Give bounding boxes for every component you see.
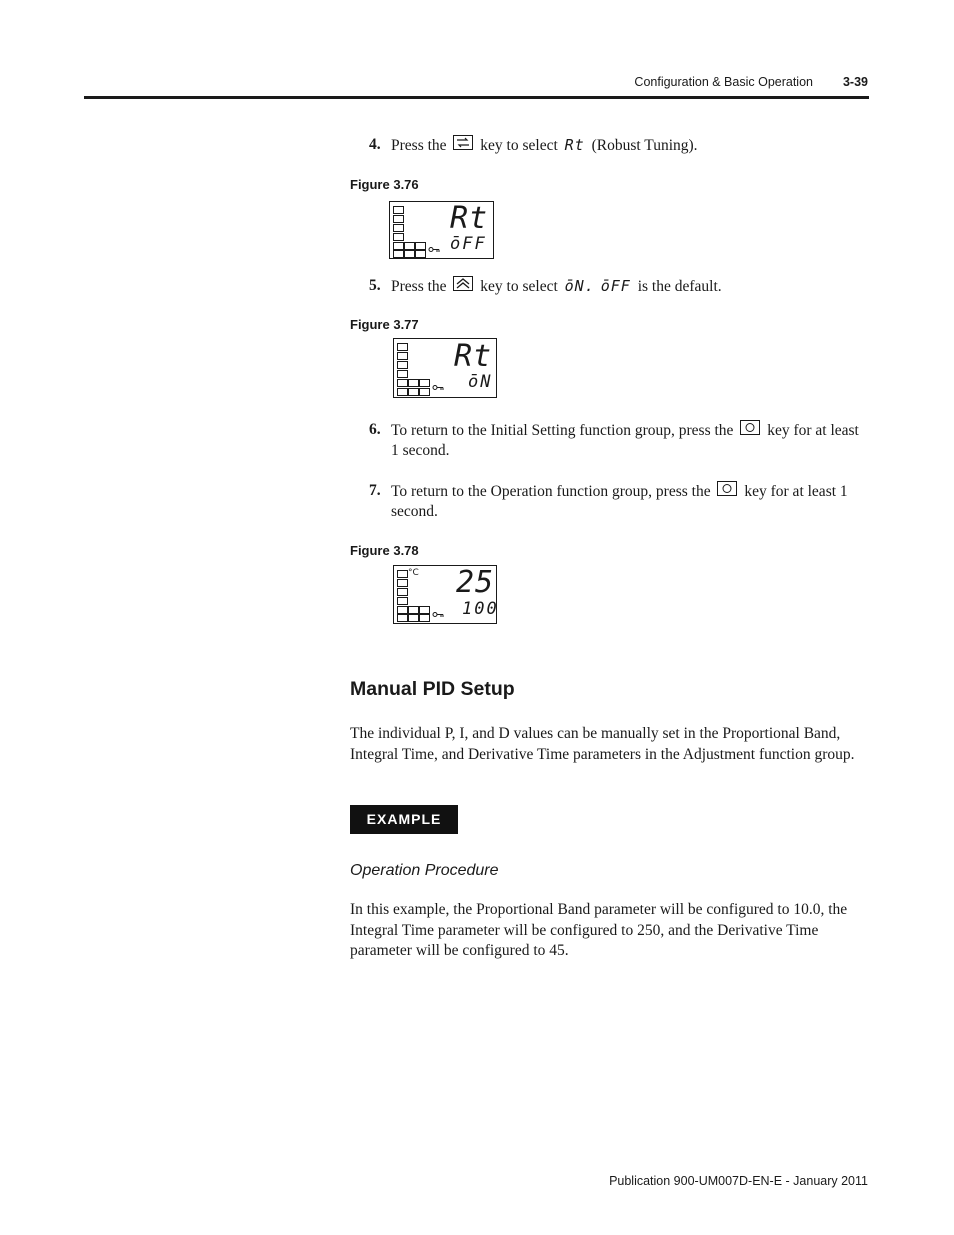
step-text: key to select [476, 137, 562, 154]
step-text: key for at least 1 second. [391, 483, 848, 520]
indicator-led [393, 242, 404, 250]
set-value: 100 [462, 599, 499, 619]
indicator-led [397, 388, 408, 396]
indicator-led [393, 233, 404, 241]
indicator-led [419, 614, 430, 622]
step-6 [369, 420, 869, 461]
step-number: 5. [369, 277, 381, 294]
indicator-led [419, 379, 430, 387]
publication-footer: Publication 900-UM007D-EN-E - January 2011 [609, 1174, 868, 1188]
figure-caption: Figure 3.78 [350, 543, 419, 558]
controller-display [393, 565, 497, 624]
level-key-icon [740, 420, 760, 441]
key-lock-icon [432, 378, 444, 396]
indicator-led [397, 606, 408, 614]
indicator-led [397, 379, 408, 387]
example-paragraph: In this example, the Proportional Band parameter will be configured to 10.0, the Integral Time parameter will be configured to 250, and the Derivative Time parameter will be configured to 45. [350, 901, 848, 959]
up-key-icon [453, 276, 473, 297]
indicator-led [408, 614, 419, 622]
page-number: 3-39 [842, 75, 868, 89]
indicator-led [397, 352, 408, 360]
step-text: Press the [391, 278, 451, 295]
segment-code: Rt [564, 136, 585, 154]
indicator-led [408, 606, 419, 614]
step-number: 6. [369, 421, 381, 438]
indicator-led [393, 250, 404, 258]
key-lock-icon [432, 605, 444, 623]
controller-display [393, 338, 497, 398]
step-text: To return to the Operation function group, press the [391, 483, 715, 500]
running-header-section: Configuration & Basic Operation [634, 75, 813, 89]
indicator-led [397, 588, 408, 596]
process-value: Rt [454, 339, 493, 374]
process-value: Rt [450, 201, 489, 236]
indicator-led [397, 370, 408, 378]
indicator-led [415, 242, 426, 250]
controller-display [389, 201, 494, 259]
step-text: is the default. [633, 278, 722, 295]
procedure-subheading: Operation Procedure [350, 862, 499, 879]
figure-caption: Figure 3.76 [350, 177, 419, 192]
set-value: ōN [468, 372, 493, 392]
indicator-led [397, 570, 408, 578]
step-7 [369, 481, 869, 522]
indicator-led [397, 579, 408, 587]
indicator-led [404, 242, 415, 250]
temperature-unit: °C [408, 568, 419, 578]
indicator-led [415, 250, 426, 258]
indicator-led [397, 361, 408, 369]
indicator-led [419, 606, 430, 614]
figure-caption: Figure 3.77 [350, 317, 419, 332]
step-4 [369, 135, 869, 155]
indicator-led [397, 614, 408, 622]
indicator-led [404, 250, 415, 258]
indicator-led [408, 379, 419, 387]
section-title: Manual PID Setup [350, 678, 515, 700]
indicator-led [393, 215, 404, 223]
indicator-led [397, 343, 408, 351]
indicator-led [393, 224, 404, 232]
key-lock-icon [428, 240, 440, 258]
intro-paragraph: The individual P, I, and D values can be manually set in the Proportional Band, Integral Time, and Derivative Time parameters in the Adjustment function group. [350, 725, 855, 763]
step-text: Press the [391, 137, 451, 154]
step-5 [369, 276, 869, 296]
step-number: 4. [369, 136, 381, 153]
indicator-led [408, 388, 419, 396]
mode-key-icon [453, 135, 473, 156]
step-text: To return to the Initial Setting function group, press the [391, 422, 738, 439]
step-text: key to select [476, 278, 562, 295]
segment-code: ōN. [564, 277, 595, 295]
segment-code: ōFF [600, 277, 631, 295]
set-value: ōFF [450, 234, 487, 254]
header-rule [84, 96, 869, 99]
step-text: (Robust Tuning). [587, 137, 698, 154]
process-value: 25 [456, 565, 495, 600]
indicator-led [419, 388, 430, 396]
level-key-icon [717, 481, 737, 502]
indicator-led [393, 206, 404, 214]
indicator-led [397, 597, 408, 605]
step-number: 7. [369, 482, 381, 499]
example-label: EXAMPLE [350, 805, 458, 834]
step-text: key for at least 1 second. [391, 422, 859, 459]
